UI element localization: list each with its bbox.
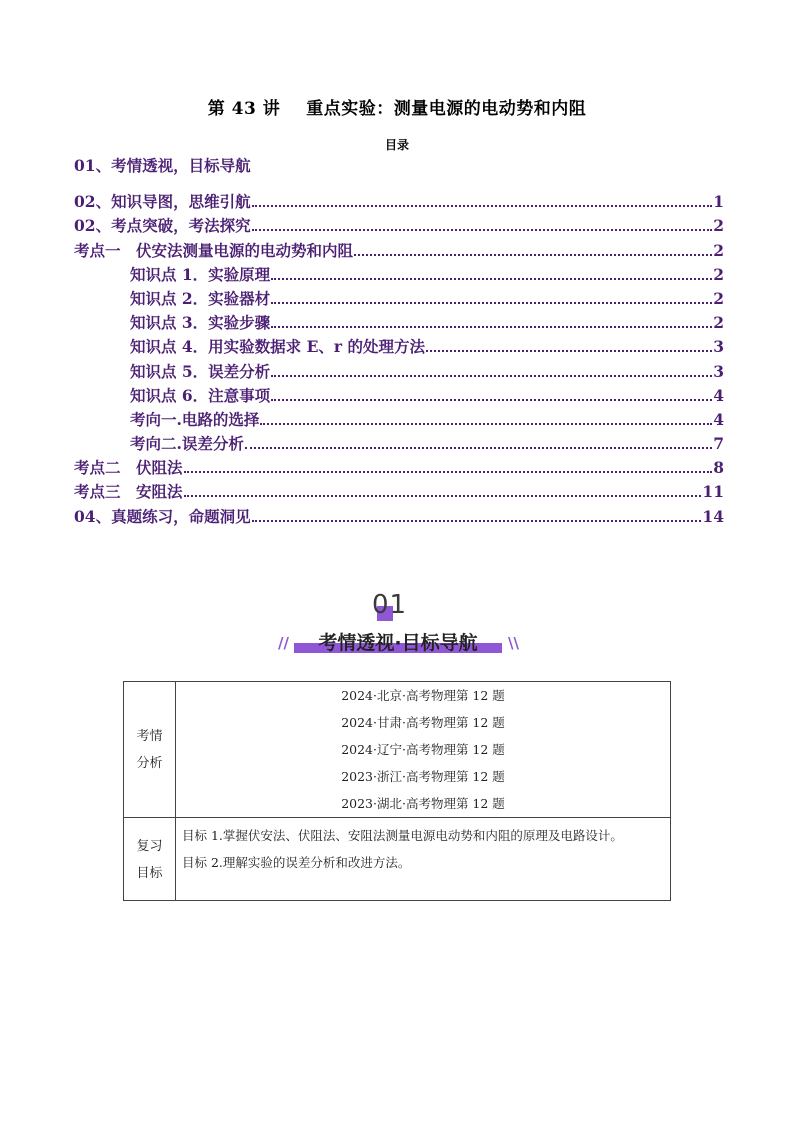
toc-entry-text: 考向二.误差分析 [130,434,244,454]
toc-entry[interactable] [74,480,724,504]
section-title-bar [294,628,502,653]
toc-entry-text: 02、知识导图，思维引航 [74,192,251,212]
toc-entry[interactable] [74,214,724,238]
leader-dots [354,254,712,256]
toc-entry[interactable] [74,408,724,432]
toc-page-number: 3 [713,361,724,381]
leader-dots [252,229,713,231]
toc-page-number: 2 [713,216,724,236]
toc-entry-text: 01、考情透视，目标导航 [74,156,251,175]
exam-analysis-table [123,681,671,901]
leader-dots [252,520,702,522]
toc-entry-text: 知识点 6．注意事项 [130,385,271,405]
leader-dots [271,278,712,280]
toc-entry[interactable] [74,287,724,311]
leader-dots [184,495,702,497]
exam-item: 2024·甘肃·高考物理第 12 题 [341,715,505,730]
toc-entry-text: 考向一.电路的选择 [130,409,260,429]
leader-dots [260,423,712,425]
lecture-number: 第 43 讲 [207,99,281,119]
toc-page-number: 4 [713,409,724,429]
review-goal-label [124,818,176,901]
toc-entry-text: 知识点 4．用实验数据求 E、r 的处理方法 [130,337,425,357]
slash-decoration-right: \\ [508,634,519,652]
toc-page-number: 2 [713,264,724,284]
toc-page-number: 3 [713,337,724,357]
toc-entry[interactable] [74,384,724,408]
toc-entry[interactable] [74,505,724,529]
label-line: 分析 [136,755,163,771]
exam-item: 2023·浙江·高考物理第 12 题 [341,769,505,784]
toc-entry[interactable] [74,263,724,287]
toc-entry[interactable] [74,190,724,214]
toc-entry[interactable] [74,154,724,178]
exam-item: 2024·辽宁·高考物理第 12 题 [341,742,505,757]
toc-entry[interactable] [74,239,724,263]
toc-page-number: 8 [713,458,724,478]
toc-page-number: 2 [713,240,724,260]
toc-entry[interactable] [74,311,724,335]
goal-list [176,818,671,901]
leader-dots [184,471,713,473]
toc-entry-text: 02、考点突破，考法探究 [74,216,251,236]
toc-entry[interactable] [74,360,724,384]
toc-entry-text: 知识点 2．实验器材 [130,288,271,308]
toc-page-number: 2 [713,313,724,333]
label-line: 考情 [136,728,163,744]
exam-item: 2023·湖北·高考物理第 12 题 [341,796,505,811]
leader-dots [245,447,712,449]
toc-entry[interactable] [74,335,724,359]
toc-entry-text: 考点一 伏安法测量电源的电动势和内阻 [74,240,354,260]
toc-page-number: 1 [713,192,724,212]
exam-item: 2024·北京·高考物理第 12 题 [341,688,505,703]
leader-dots [426,350,712,352]
toc-entry-text: 考点二 伏阻法 [74,458,183,478]
toc-page-number: 2 [713,288,724,308]
label-line: 目标 [136,865,163,881]
exam-analysis-label [124,682,176,818]
toc-heading: 目录 [384,138,409,152]
leader-dots [271,302,712,304]
table-of-contents [74,154,724,529]
toc-entry-text: 知识点 3．实验步骤 [130,313,271,333]
toc-entry-text: 知识点 1．实验原理 [130,264,271,284]
table-row [124,682,671,818]
toc-entry-text: 04、真题练习，命题洞见 [74,506,251,526]
toc-page-number: 7 [713,434,724,454]
section-banner [274,590,524,662]
goal-item: 目标 2.理解实验的误差分析和改进方法。 [182,855,411,870]
toc-entry[interactable] [74,432,724,456]
slash-decoration-left: // [278,634,289,652]
leader-dots [252,205,713,207]
table-row [124,818,671,901]
label-line: 复习 [136,838,163,854]
toc-page-number: 11 [702,482,724,502]
section-number: 01 [372,590,408,620]
section-title: 考情透视·目标导航 [318,632,478,654]
toc-entry[interactable] [74,456,724,480]
lecture-title: 重点实验：测量电源的电动势和内阻 [306,99,587,119]
toc-page-number: 4 [713,385,724,405]
toc-page-number: 14 [702,506,724,526]
toc-entry-text: 考点三 安阻法 [74,482,183,502]
exam-list [176,682,671,818]
page-title [0,94,794,119]
toc-entry-text: 知识点 5．误差分析 [130,361,271,381]
leader-dots [271,399,712,401]
goal-item: 目标 1.掌握伏安法、伏阻法、安阻法测量电源电动势和内阻的原理及电路设计。 [182,828,623,843]
leader-dots [271,326,712,328]
leader-dots [271,375,712,377]
